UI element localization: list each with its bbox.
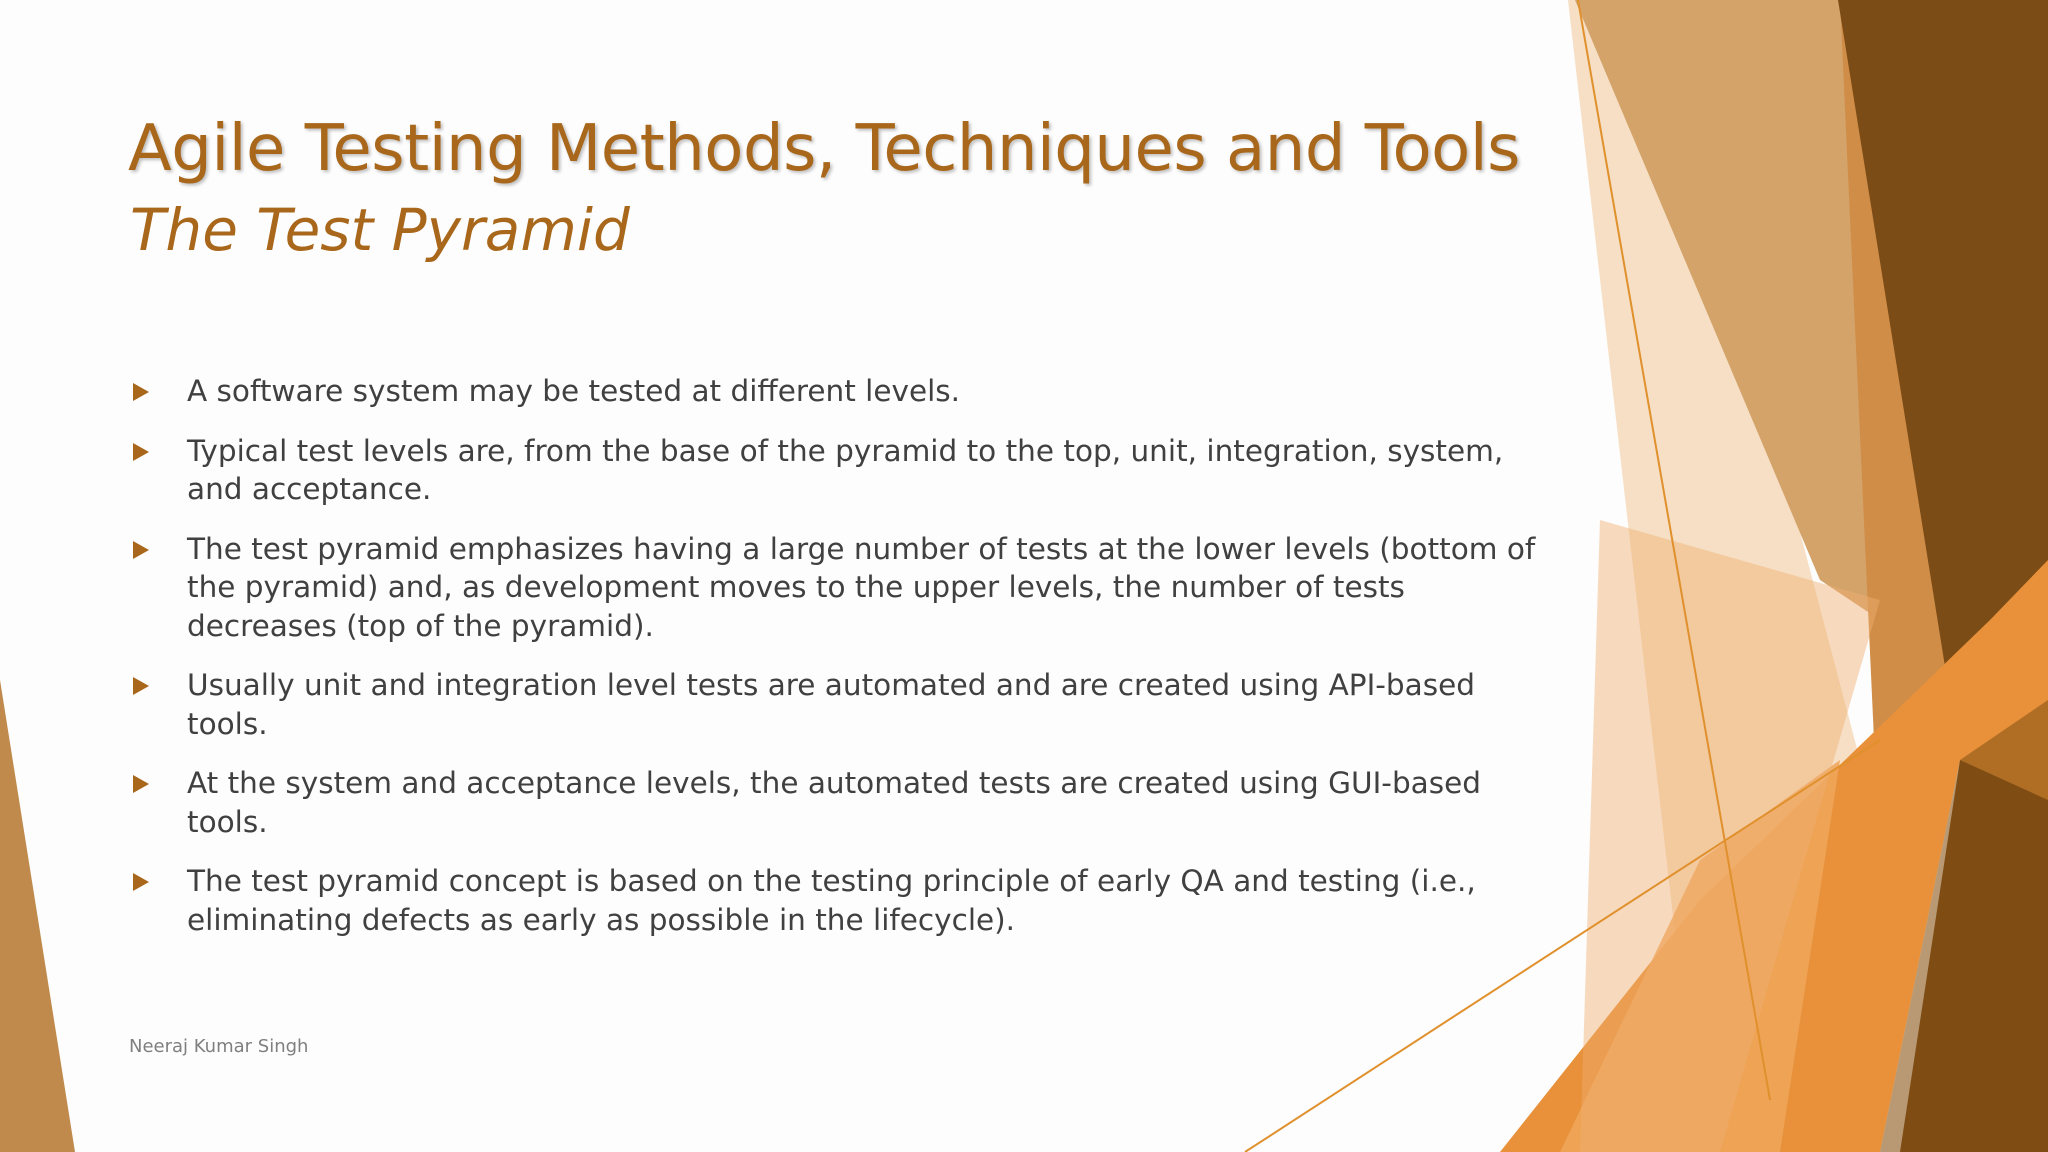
slide-title: Agile Testing Methods, Techniques and Tools bbox=[128, 112, 1520, 186]
triangle-bullet-icon bbox=[133, 443, 149, 461]
bullet-list bbox=[128, 372, 1548, 960]
triangle-bullet-icon bbox=[133, 775, 149, 793]
bullet-text: At the system and acceptance levels, the automated tests are created using GUI-based tools. bbox=[187, 766, 1481, 839]
bullet-text: Typical test levels are, from the base of the pyramid to the top, unit, integration, system, and acceptance. bbox=[187, 433, 1504, 506]
bullet-text: Usually unit and integration level tests are automated and are created using API-based tools. bbox=[187, 668, 1475, 741]
triangle-bullet-icon bbox=[133, 541, 149, 559]
bullet-item bbox=[128, 764, 1548, 841]
slide-subtitle: The Test Pyramid bbox=[130, 196, 630, 264]
bullet-item bbox=[128, 666, 1548, 743]
bullet-text: The test pyramid concept is based on the testing principle of early QA and testing (i.e., eliminating defects as early as possible in the lifecycle). bbox=[187, 864, 1476, 937]
bullet-item bbox=[128, 530, 1548, 646]
bullet-item bbox=[128, 432, 1548, 509]
triangle-bullet-icon bbox=[133, 383, 149, 401]
triangle-bullet-icon bbox=[133, 677, 149, 695]
bullet-text: The test pyramid emphasizes having a large number of tests at the lower levels (bottom of the pyramid) and, as development moves to the upper levels, the number of tests decreases (top of the pyramid). bbox=[187, 531, 1536, 643]
bullet-item bbox=[128, 862, 1548, 939]
triangle-bullet-icon bbox=[133, 873, 149, 891]
footer-author: Neeraj Kumar Singh bbox=[129, 1036, 309, 1057]
facet-left-tan bbox=[0, 680, 75, 1152]
bullet-item bbox=[128, 372, 1548, 411]
bullet-text: A software system may be tested at different levels. bbox=[187, 374, 961, 408]
